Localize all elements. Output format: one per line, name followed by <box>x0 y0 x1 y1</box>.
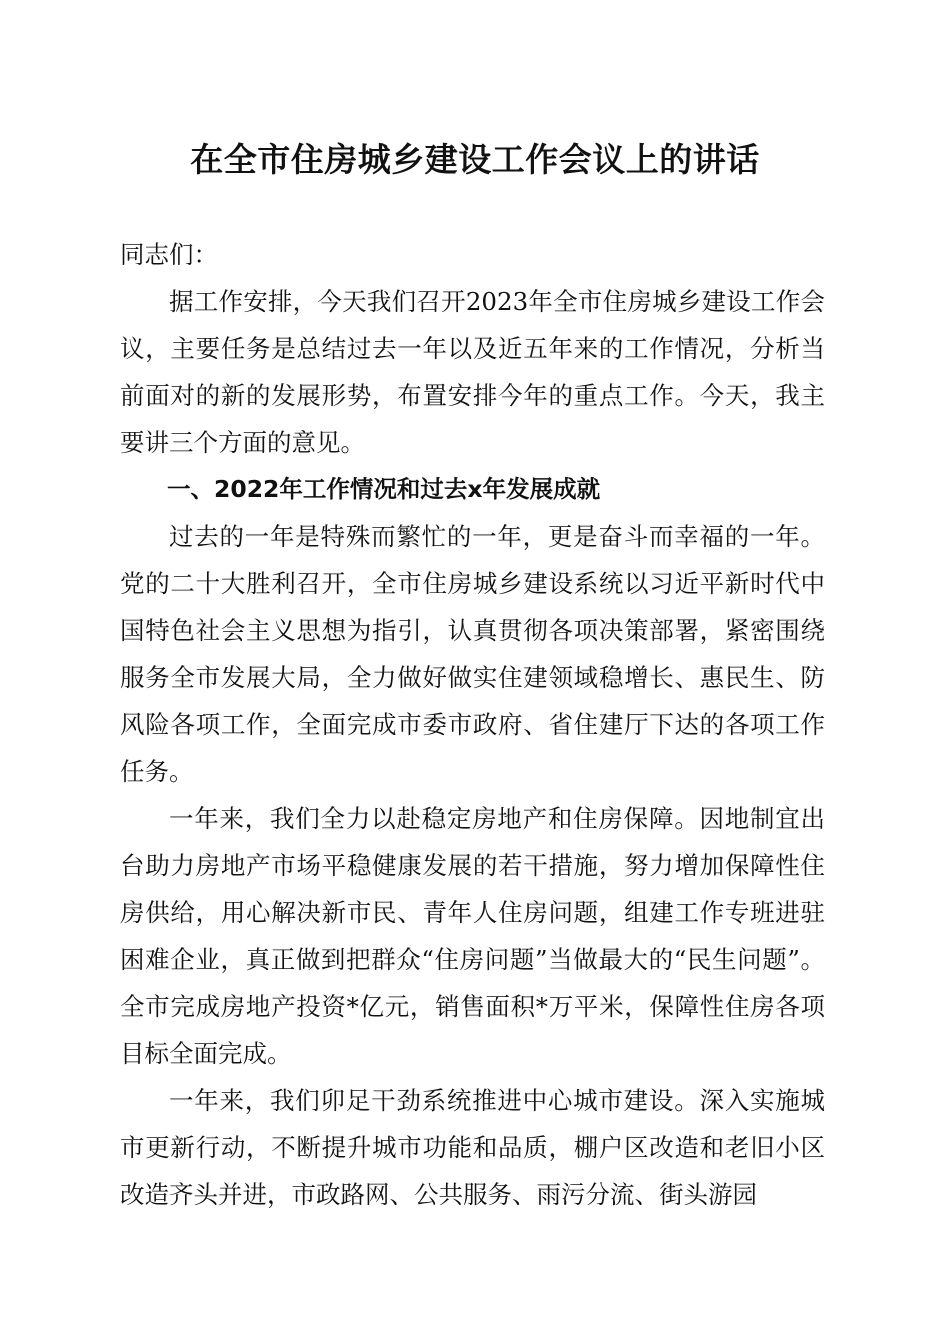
section-paragraph-2: 一年来，我们全力以赴稳定房地产和住房保障。因地制宜出台助力房地产市场平稳健康发展的若干措施，努力增加保障性住房供给，用心解决新市民、青年人住房问题，组建工作专班进驻困难企业，真正做到把群众“住房问题”当做最大的“民生问题”。全市完成房地产投资*亿元，销售面积*万平米，保障性住房各项目标全面完成。 <box>120 804 825 1068</box>
section-heading: 一、2022年工作情况和过去x年发展成就 <box>167 475 601 503</box>
section-paragraph-1: 过去的一年是特殊而繁忙的一年，更是奋斗而幸福的一年。党的二十大胜利召开，全市住房城乡建设系统以习近平新时代中国特色社会主义思想为指引，认真贯彻各项决策部署，紧密围绕服务全市发展大局，全力做好做实住建领域稳增长、惠民生、防风险各项工作，全面完成市委市政府、省住建厅下达的各项工作任务。 <box>120 522 825 786</box>
section-paragraph-3: 一年来，我们卯足干劲系统推进中心城市建设。深入实施城市更新行动，不断提升城市功能和品质，棚户区改造和老旧小区改造齐头并进，市政路网、公共服务、雨污分流、街头游园 <box>120 1086 825 1209</box>
salutation: 同志们： <box>120 240 218 269</box>
document-body <box>120 231 825 1218</box>
document-title: 在全市住房城乡建设工作会议上的讲话 <box>190 140 760 179</box>
intro-paragraph: 据工作安排，今天我们召开2023年全市住房城乡建设工作会议，主要任务是总结过去一年以及近五年来的工作情况，分析当前面对的新的发展形势，布置安排今年的重点工作。今天，我主要讲三个方面的意见。 <box>120 287 825 457</box>
